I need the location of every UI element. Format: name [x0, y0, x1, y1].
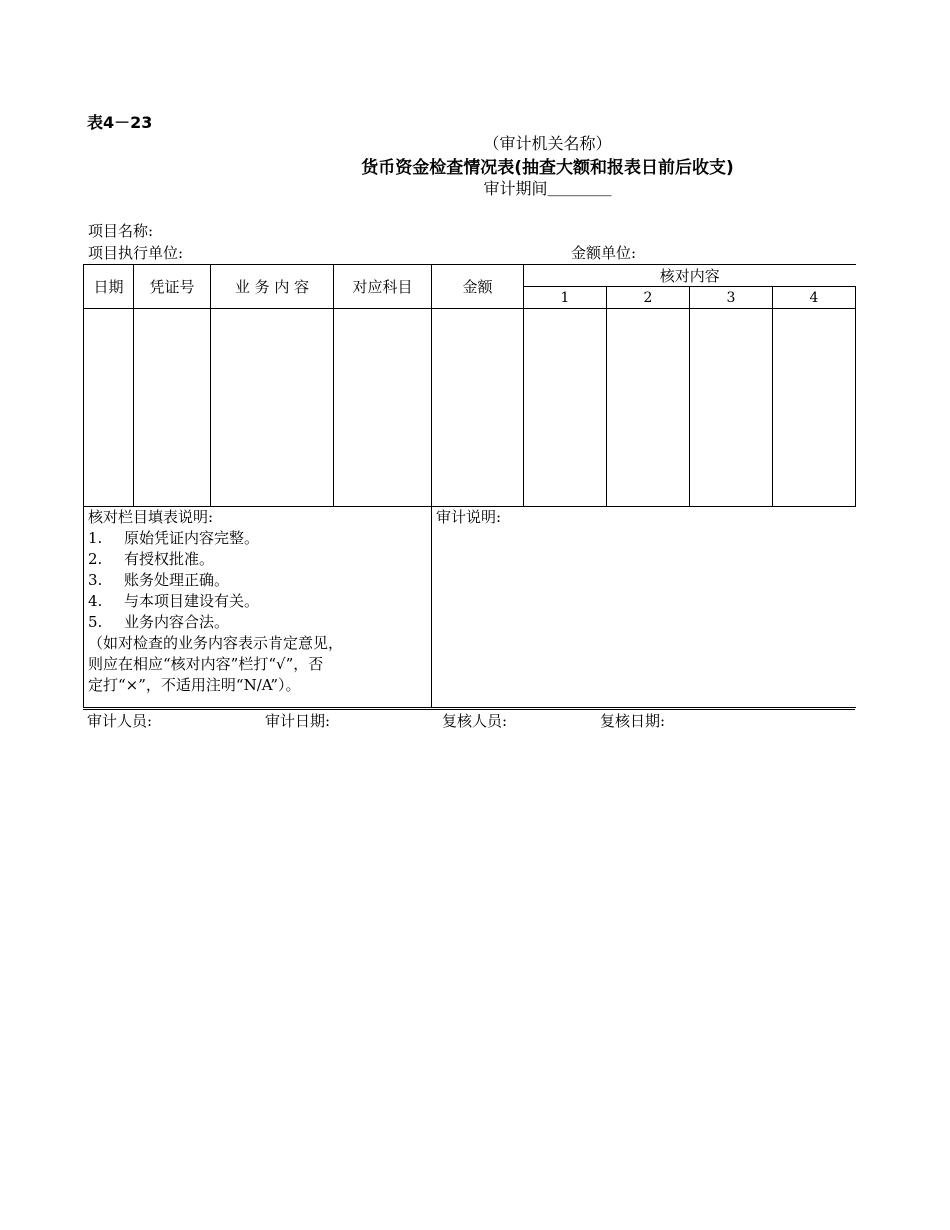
instruction-item [84, 549, 431, 570]
project-name-label: 项目名称: [88, 222, 154, 240]
check-col-3: 3 [690, 287, 773, 309]
cell-account[interactable] [334, 309, 432, 507]
instruction-item [84, 591, 431, 612]
instruction-item [84, 612, 431, 633]
instruction-item [84, 570, 431, 591]
amount-unit-label: 金额单位: [571, 244, 637, 262]
instruction-number: 3. [88, 571, 103, 589]
cell-check-4[interactable] [773, 309, 856, 507]
col-header-date: 日期 [84, 265, 134, 309]
reviewer-label: 复核人员: [442, 712, 508, 730]
cell-date[interactable] [84, 309, 134, 507]
form-title: 货币资金检查情况表(抽查大额和报表日前后收支) [361, 158, 734, 178]
instruction-number: 4. [88, 592, 103, 610]
col-header-voucher: 凭证号 [134, 265, 211, 309]
instruction-number: 1. [88, 529, 103, 547]
check-instructions [84, 507, 432, 708]
cell-check-2[interactable] [607, 309, 690, 507]
col-header-account: 对应科目 [334, 265, 432, 309]
check-col-1: 1 [524, 287, 607, 309]
review-date-label: 复核日期: [600, 712, 666, 730]
instruction-number: 2. [88, 550, 103, 568]
instruction-text: 原始凭证内容完整。 [124, 529, 260, 547]
instruction-text: 业务内容合法。 [124, 613, 230, 631]
instruction-text: 有授权批准。 [124, 550, 215, 568]
instructions-heading: 核对栏目填表说明: [88, 508, 214, 526]
col-header-amount: 金额 [432, 265, 524, 309]
project-unit-label: 项目执行单位: [88, 244, 184, 262]
check-col-2: 2 [607, 287, 690, 309]
check-col-4: 4 [773, 287, 856, 309]
audit-date-label: 审计日期: [265, 712, 331, 730]
instruction-remark: 定打“×”，不适用注明“N/A”）。 [88, 676, 301, 694]
col-header-check-group: 核对内容 [524, 265, 856, 287]
cell-check-1[interactable] [524, 309, 607, 507]
col-header-business: 业 务 内 容 [211, 265, 334, 309]
audit-org-name: （审计机关名称） [483, 134, 612, 153]
audit-note-label: 审计说明: [436, 508, 502, 526]
cell-voucher[interactable] [134, 309, 211, 507]
audit-note-area[interactable] [432, 507, 856, 708]
instruction-item [84, 528, 431, 549]
audit-period: 审计期间＿＿＿＿ [483, 179, 612, 198]
table-number: 表4－23 [87, 113, 153, 132]
check-table [83, 264, 856, 708]
instruction-text: 账务处理正确。 [124, 571, 230, 589]
auditor-label: 审计人员: [87, 712, 153, 730]
cell-check-3[interactable] [690, 309, 773, 507]
cell-business[interactable] [211, 309, 334, 507]
instruction-remark: 则应在相应“核对内容”栏打“√”，否 [88, 655, 324, 673]
cell-amount[interactable] [432, 309, 524, 507]
instruction-remark: （如对检查的业务内容表示肯定意见， [88, 634, 344, 652]
instruction-number: 5. [88, 613, 103, 631]
instruction-text: 与本项目建设有关。 [124, 592, 260, 610]
